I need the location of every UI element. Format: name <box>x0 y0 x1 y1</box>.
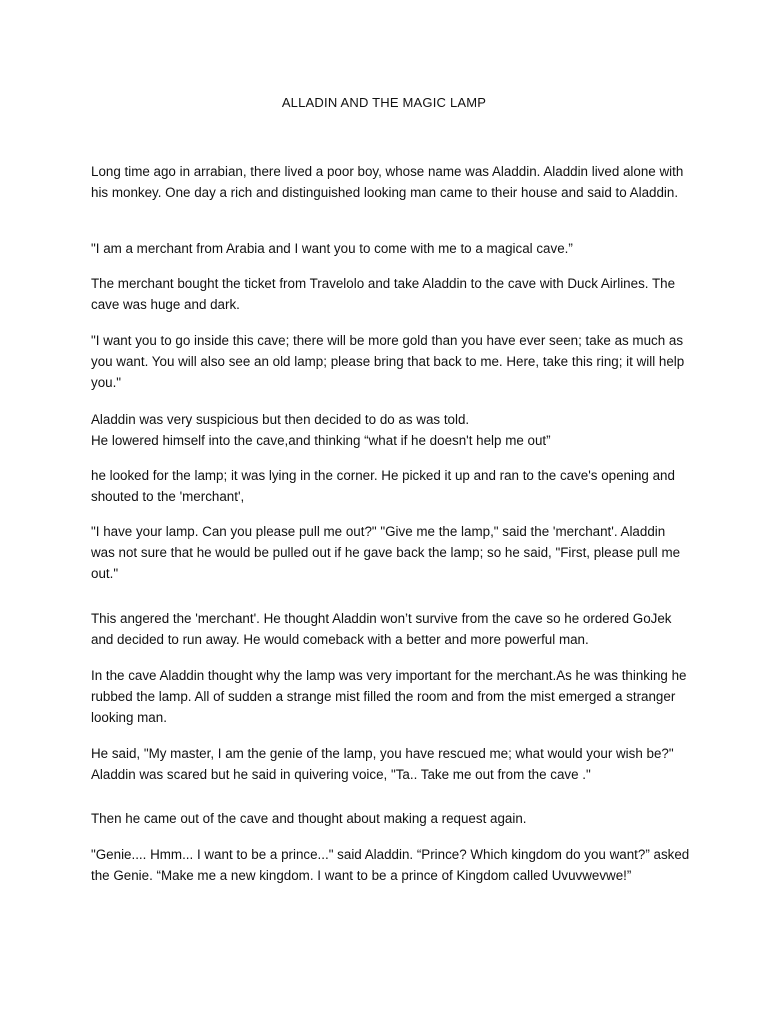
paragraph-8: This angered the 'merchant'. He thought Aladdin won’t survive from the cave so he ordered GoJek and decided to run away. He would comeback with a better and more powerful man. <box>91 611 672 647</box>
paragraph-7: "I have your lamp. Can you please pull me out?" "Give me the lamp," said the 'merchant'. Aladdin was not sure that he would be pulled out if he gave back the lamp; so he said, "First, please pull me out." <box>91 524 681 581</box>
paragraph-6: he looked for the lamp; it was lying in the corner. He picked it up and ran to the cave's opening and shouted to the 'merchant', <box>91 468 675 504</box>
paragraph-2: "I am a merchant from Arabia and I want you to come with me to a magical cave.” <box>91 241 573 256</box>
paragraph-9: In the cave Aladdin thought why the lamp was very important for the merchant.As he was thinking he rubbed the lamp. All of sudden a strange mist filled the room and from the mist emerged a stranger looking man. <box>91 668 687 725</box>
paragraph-1: Long time ago in arrabian, there lived a poor boy, whose name was Aladdin. Aladdin lived alone with his monkey. One day a rich and distinguished looking man came to their house and said to Aladdin. <box>91 164 684 200</box>
paragraph-5: Aladdin was very suspicious but then decided to do as was told. He lowered himself into the cave,and thinking “what if he doesn't help me out” <box>91 412 551 448</box>
paragraph-11: Then he came out of the cave and thought about making a request again. <box>91 811 527 826</box>
paragraph-10: He said, "My master, I am the genie of the lamp, you have rescued me; what would your wish be?" Aladdin was scared but he said in quivering voice, "Ta.. Take me out from the cave ." <box>91 746 674 782</box>
paragraph-3: The merchant bought the ticket from Travelolo and take Aladdin to the cave with Duck Airlines. The cave was huge and dark. <box>91 276 676 312</box>
paragraph-4: "I want you to go inside this cave; there will be more gold than you have ever seen; take as much as you want. You will also see an old lamp; please bring that back to me. Here, take this ring; it will help you." <box>91 333 685 390</box>
paragraph-12: "Genie.... Hmm... I want to be a prince..." said Aladdin. “Prince? Which kingdom do you want?” asked the Genie. “Make me a new kingdom. I want to be a prince of Kingdom called Uvuvwevwe!” <box>91 847 690 883</box>
document-title: ALLADIN AND THE MAGIC LAMP <box>281 95 487 110</box>
